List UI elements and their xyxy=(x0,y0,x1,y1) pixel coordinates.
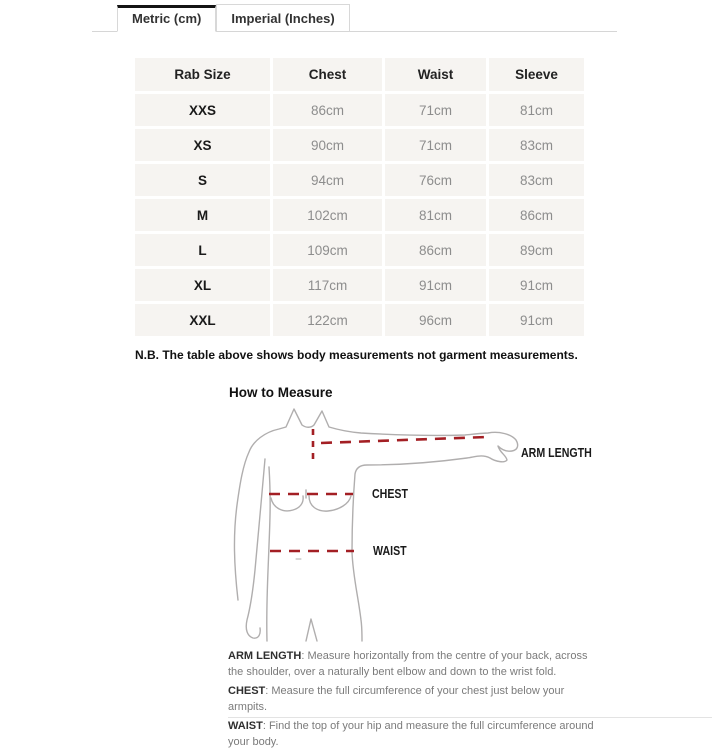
waist-instruction-text: : Find the top of your hip and measure the full circumference around your body. xyxy=(228,720,594,748)
waist-cell: 76cm xyxy=(385,164,486,196)
arm-length-instruction-text: : Measure horizontally from the centre of your back, across the shoulder, over a naturally bent elbow and down to the wrist fold. xyxy=(228,650,588,678)
sleeve-cell: 81cm xyxy=(489,94,584,126)
chest-cell: 90cm xyxy=(273,129,382,161)
table-row xyxy=(135,199,584,231)
sleeve-cell: 91cm xyxy=(489,269,584,301)
body-outline xyxy=(234,409,517,641)
arm-length-measure-line xyxy=(321,437,487,443)
chest-instruction xyxy=(228,683,600,715)
table-row xyxy=(135,94,584,126)
chest-instruction-label: CHEST xyxy=(228,685,266,697)
table-row xyxy=(135,234,584,266)
chest-diagram-label: CHEST xyxy=(372,487,409,501)
chest-cell: 117cm xyxy=(273,269,382,301)
chest-cell: 86cm xyxy=(273,94,382,126)
unit-tabbar xyxy=(92,4,617,32)
bottom-divider xyxy=(228,717,712,718)
waist-instruction-label: WAIST xyxy=(228,720,263,732)
chest-cell: 122cm xyxy=(273,304,382,336)
table-row xyxy=(135,304,584,336)
measure-instructions xyxy=(228,648,600,753)
sleeve-cell: 91cm xyxy=(489,304,584,336)
size-cell: XXS xyxy=(135,94,270,126)
left-arm-inner-edge xyxy=(246,459,265,638)
table-row xyxy=(135,269,584,301)
col-header-chest: Chest xyxy=(273,58,382,91)
chest-instruction-text: : Measure the full circumference of your chest just below your armpits. xyxy=(228,685,565,713)
table-row xyxy=(135,129,584,161)
arm-length-instruction-label: ARM LENGTH xyxy=(228,650,302,662)
table-row xyxy=(135,164,584,196)
waist-cell: 91cm xyxy=(385,269,486,301)
table-header-row xyxy=(135,58,584,91)
tab-imperial-inches[interactable]: Imperial (Inches) xyxy=(216,4,349,32)
chest-cell: 94cm xyxy=(273,164,382,196)
size-cell: M xyxy=(135,199,270,231)
size-cell: XL xyxy=(135,269,270,301)
crotch-line xyxy=(306,619,317,641)
sleeve-cell: 83cm xyxy=(489,164,584,196)
left-pec-line xyxy=(271,496,303,511)
sleeve-cell: 83cm xyxy=(489,129,584,161)
size-cell: XS xyxy=(135,129,270,161)
waist-cell: 86cm xyxy=(385,234,486,266)
col-header-sleeve: Sleeve xyxy=(489,58,584,91)
how-to-measure-title: How to Measure xyxy=(229,385,333,400)
right-pec-line xyxy=(309,496,351,511)
size-chart-table xyxy=(132,55,587,339)
chest-cell: 102cm xyxy=(273,199,382,231)
waist-cell: 71cm xyxy=(385,94,486,126)
col-header-waist: Waist xyxy=(385,58,486,91)
col-header-rab-size: Rab Size xyxy=(135,58,270,91)
chest-cell: 109cm xyxy=(273,234,382,266)
size-cell: S xyxy=(135,164,270,196)
arm-length-diagram-label: ARM LENGTH xyxy=(521,446,592,460)
sleeve-cell: 89cm xyxy=(489,234,584,266)
waist-diagram-label: WAIST xyxy=(373,544,407,558)
body-measurements-note: N.B. The table above shows body measurements not garment measurements. xyxy=(135,348,578,362)
body-measurement-diagram-icon xyxy=(225,405,525,645)
waist-cell: 96cm xyxy=(385,304,486,336)
waist-cell: 81cm xyxy=(385,199,486,231)
tab-metric-cm[interactable]: Metric (cm) xyxy=(117,5,216,32)
size-cell: L xyxy=(135,234,270,266)
size-cell: XXL xyxy=(135,304,270,336)
sleeve-cell: 86cm xyxy=(489,199,584,231)
waist-cell: 71cm xyxy=(385,129,486,161)
waist-instruction xyxy=(228,718,600,750)
arm-length-instruction xyxy=(228,648,600,680)
